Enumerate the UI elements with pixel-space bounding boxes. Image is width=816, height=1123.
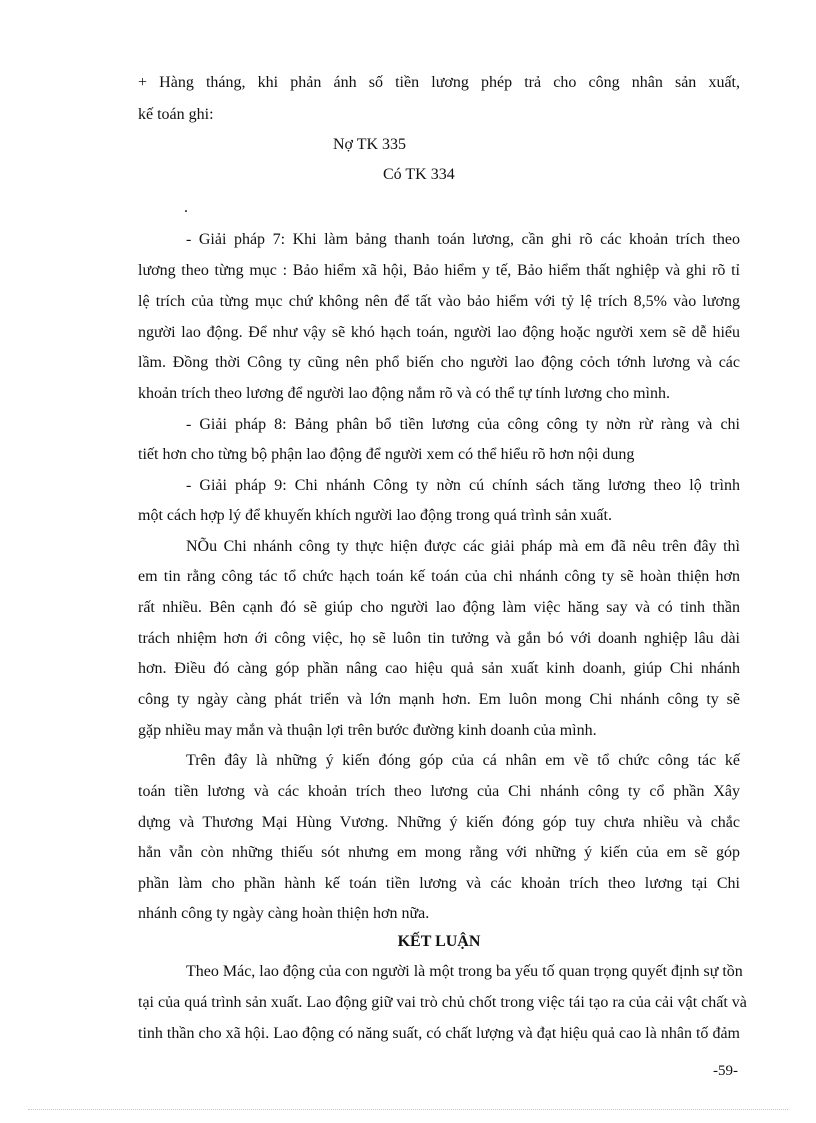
text-line: nhánh công ty ngày càng hoàn thiện hơn nữa. xyxy=(138,905,430,922)
text-line: tinh thần cho xã hội. Lao động có năng suất, có chất lượng và đạt hiệu quả cao là nhân tố đảm xyxy=(138,1025,740,1042)
text-line: em tin rằng công tác tổ chức hạch toán kế toán của chi nhánh công ty sẽ hoàn thiện hơn xyxy=(138,568,740,585)
text-line: Trên đây là những ý kiến đóng góp của cá nhân em về tổ chức công tác kế xyxy=(186,752,740,769)
journal-credit-entry: Có TK 334 xyxy=(383,166,455,183)
text-line: rất nhiều. Bên cạnh đó sẽ giúp cho người lao động làm việc hăng say và có tinh thần xyxy=(138,599,740,616)
text-line: - Giải pháp 9: Chi nhánh Công ty nờn cú chính sách tăng lương theo lộ trình xyxy=(186,477,740,494)
text-line: toán tiền lương và các khoản trích theo lương của Chi nhánh công ty cổ phần Xây xyxy=(138,783,740,800)
page-bottom-divider xyxy=(28,1109,788,1110)
text-line: dựng và Thương Mại Hùng Vương. Những ý kiến đóng góp tuy chưa nhiều và chắc xyxy=(138,814,740,831)
text-line: lầm. Đồng thời Công ty cũng nên phổ biến cho người lao động cỏch tớnh lương và các xyxy=(138,354,740,371)
text-line: công ty ngày càng phát triển và lớn mạnh hơn. Em luôn mong Chi nhánh công ty sẽ xyxy=(138,691,740,708)
text-line: một cách hợp lý để khuyến khích người lao động trong quá trình sản xuất. xyxy=(138,507,612,524)
text-line: hẳn vẫn còn những thiếu sót nhưng em mong rằng với những ý kiến của em sẽ góp xyxy=(138,844,740,861)
page-number: -59- xyxy=(713,1063,738,1079)
text-line: kế toán ghi: xyxy=(138,106,214,123)
text-line: . xyxy=(184,199,188,216)
journal-debit-entry: Nợ TK 335 xyxy=(333,136,407,153)
text-line: lương theo từng mục : Bảo hiểm xã hội, Bảo hiểm y tế, Bảo hiểm thất nghiệp và ghi rõ tỉ xyxy=(138,262,740,279)
text-line: trách nhiệm hơn ới công việc, họ sẽ luôn tin tưởng và gắn bó với doanh nghiệp lâu dài xyxy=(138,630,740,647)
text-line: người lao động. Để như vậy sẽ khó hạch toán, người lao động hoặc người xem sẽ dễ hiểu xyxy=(138,324,740,341)
section-heading: KẾT LUẬN xyxy=(397,933,481,950)
text-line: tiết hơn cho từng bộ phận lao động để người xem có thể hiểu rõ hơn nội dung xyxy=(138,446,635,463)
text-line: + Hàng tháng, khi phản ánh số tiền lương phép trả cho công nhân sản xuất, xyxy=(138,74,740,91)
text-line: lệ trích của từng mục chứ không nên để tất vào bảo hiểm với tỷ lệ trích 8,5% vào lương xyxy=(138,293,740,310)
text-line: tại của quá trình sản xuất. Lao động giữ vai trò chủ chốt trong việc tái tạo ra của cải vật chất và xyxy=(138,994,747,1011)
text-line: gặp nhiều may mắn và thuận lợi trên bước đường kinh doanh của mình. xyxy=(138,722,597,739)
text-line: phần làm cho phần hành kế toán tiền lương và các khoản trích theo lương tại Chi xyxy=(138,875,740,892)
text-line: NÕu Chi nhánh công ty thực hiện được các giải pháp mà em đã nêu trên đây thì xyxy=(186,538,740,555)
text-line: - Giải pháp 8: Bảng phân bổ tiền lương của công công ty nờn rừ ràng và chi xyxy=(186,416,740,433)
text-line: hơn. Điều đó càng góp phần nâng cao hiệu quả sản xuất kinh doanh, giúp Chi nhánh xyxy=(138,660,740,677)
text-line: khoản trích theo lương để người lao động nắm rõ và có thể tự tính lương cho mình. xyxy=(138,385,670,402)
text-line: Theo Mác, lao động của con người là một trong ba yếu tố quan trọng quyết định sự tồn xyxy=(186,963,743,980)
text-line: - Giải pháp 7: Khi làm bảng thanh toán lương, cần ghi rõ các khoản trích theo xyxy=(186,231,740,248)
